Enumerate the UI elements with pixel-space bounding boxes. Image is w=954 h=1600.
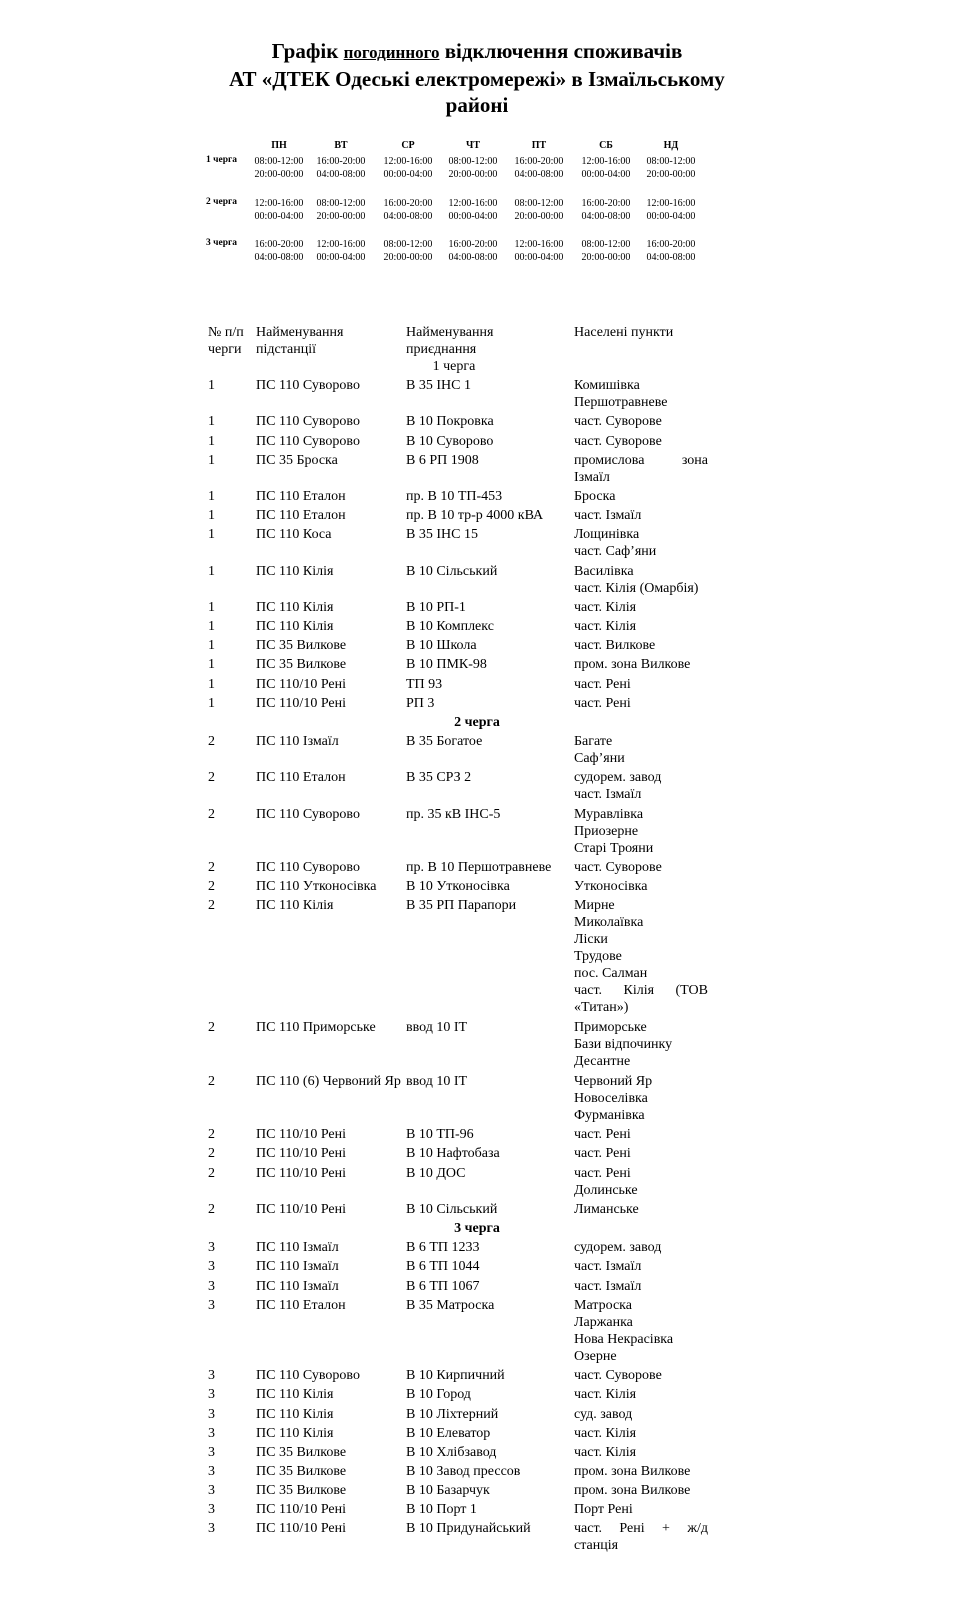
- settlements-cell: [574, 1482, 708, 1499]
- settlement-name: част. Ізмаїл: [574, 508, 642, 524]
- settlement-name: част. Рені: [574, 676, 631, 692]
- settlements-cell: [574, 1406, 708, 1423]
- connection-name: В 6 ТП 1067: [406, 1278, 480, 1294]
- substation-name: ПС 110/10 Рені: [256, 1165, 347, 1181]
- connection-name: пр. В 10 ТП-453: [406, 489, 503, 505]
- substation-name: ПС 110 Суворово: [256, 433, 360, 449]
- connection-name: В 6 ТП 1044: [406, 1259, 480, 1275]
- settlement-name: Лiски: [574, 932, 608, 948]
- settlement-name: Червоний Яр: [574, 1073, 653, 1089]
- connection-name: В 10 ТП-96: [406, 1127, 474, 1143]
- substation-name: ПС 35 Вилкове: [256, 657, 347, 673]
- connection-name: ввод 10 IT: [406, 1073, 468, 1089]
- time-range: 12:00-16:00: [254, 198, 304, 209]
- time-range: 00:00-04:00: [646, 211, 696, 222]
- settlements-cell: [574, 806, 708, 857]
- queue-number: 2: [208, 1127, 215, 1143]
- settlement-name: част. Кілія: [574, 1425, 637, 1441]
- settlement-name: Ізмаїл: [574, 469, 610, 485]
- queue-number: 1: [208, 489, 215, 505]
- substation-name: ПС 35 Вилкове: [256, 638, 347, 654]
- queue-number: 1: [208, 414, 215, 430]
- connection-name: пр. 35 кВ ІНС-5: [406, 806, 501, 822]
- time-range: 12:00-16:00: [581, 156, 631, 167]
- substation-name: ПС 110 Кілія: [256, 898, 334, 914]
- settlement-name: Матроска: [574, 1297, 632, 1313]
- queue-number: 2: [208, 770, 215, 786]
- settlements-cell: [574, 452, 708, 486]
- settlement-name: Василівка: [574, 563, 634, 579]
- time-range: 04:00-08:00: [646, 252, 696, 263]
- queue-number: 1: [208, 676, 215, 692]
- queue-number: 1: [208, 657, 215, 673]
- connection-name: В 10 ПМК-98: [406, 657, 487, 673]
- substation-name: ПС 110 Кілія: [256, 599, 334, 615]
- settlement-name: част. Кілія: [574, 1444, 637, 1460]
- settlement-name: Лощинівка: [574, 527, 640, 543]
- time-range: 04:00-08:00: [383, 211, 433, 222]
- settlement-name: част. Ізмаїл: [574, 1259, 642, 1275]
- queue-number: 3: [208, 1259, 215, 1275]
- queue-label: 2 черга: [206, 197, 238, 207]
- queue-number: 3: [208, 1406, 215, 1422]
- settlement-name: Багате: [574, 734, 613, 749]
- queue-section-label: 3 черга: [454, 1221, 500, 1237]
- substation-name: ПС 110 Еталон: [256, 489, 346, 505]
- settlements-cell: [574, 1297, 708, 1365]
- settlement-name: пром. зона Вилкове: [574, 1483, 691, 1499]
- queue-number: 3: [208, 1464, 215, 1479]
- substation-name: ПС 110 Кілія: [256, 563, 334, 579]
- queue-number: 1: [208, 433, 215, 449]
- substation-name: ПС 110 Ізмаїл: [256, 734, 339, 749]
- connection-name: В 6 ТП 1233: [406, 1240, 480, 1256]
- settlements-cell: [574, 897, 708, 1016]
- settlement-name: част. Вилкове: [574, 638, 656, 654]
- connection-name: В 10 ДОС: [406, 1165, 466, 1181]
- settlement-name: судорем. завод: [574, 1240, 662, 1256]
- queue-number: 1: [208, 378, 215, 394]
- time-range: 04:00-08:00: [316, 169, 366, 180]
- settlement-name: станція: [574, 1538, 619, 1554]
- settlements-cell: [574, 1278, 708, 1295]
- time-range: 00:00-04:00: [581, 169, 631, 180]
- time-range: 20:00-00:00: [383, 252, 433, 263]
- time-range: 00:00-04:00: [254, 211, 304, 222]
- queue-number: 3: [208, 1297, 215, 1313]
- time-range: 20:00-00:00: [254, 169, 304, 180]
- settlements-cell: [574, 1126, 708, 1143]
- time-range: 20:00-00:00: [448, 169, 498, 180]
- substation-name: ПС 110/10 Рені: [256, 695, 347, 711]
- settlement-name: «Титан»): [574, 1000, 629, 1016]
- settlement-name: част. Рені: [574, 695, 631, 711]
- settlement-name: Лиманське: [574, 1201, 639, 1217]
- queue-number: 3: [208, 1368, 215, 1384]
- settlement-name: Порт Рені: [574, 1502, 633, 1518]
- substation-name: ПС 110 Суворово: [256, 860, 360, 876]
- settlements-cell: [574, 695, 708, 712]
- settlements-cell: [574, 1073, 708, 1124]
- settlements-cell: [574, 1201, 708, 1218]
- connection-name: В 10 Хлібзавод: [406, 1444, 497, 1460]
- time-range: 08:00-12:00: [514, 198, 564, 209]
- connection-name: В 35 Богатое: [406, 734, 483, 749]
- connection-name: пр. В 10 тр-р 4000 кВА: [406, 508, 544, 524]
- connection-name: В 10 Школа: [406, 638, 477, 654]
- settlement-name: Старі Трояни: [574, 840, 654, 856]
- connection-name: В 10 Город: [406, 1387, 471, 1403]
- connection-name: В 10 РП-1: [406, 599, 466, 615]
- settlements-cell: [574, 599, 708, 616]
- connection-name: В 6 РП 1908: [406, 452, 479, 468]
- settlement-name: Утконосівка: [574, 879, 648, 895]
- connection-name: В 10 Кирпичний: [406, 1368, 505, 1384]
- settlements-cell: [574, 433, 708, 450]
- time-range: 04:00-08:00: [514, 169, 564, 180]
- substation-name: ПС 35 Броска: [256, 452, 338, 468]
- substation-name: ПС 110/10 Рені: [256, 1146, 347, 1162]
- settlements-cell: [574, 1367, 708, 1384]
- settlement-name: Першотравневе: [574, 395, 668, 411]
- connection-name: В 10 Ліхтерний: [406, 1406, 499, 1422]
- substation-name: ПС 110/10 Рені: [256, 1502, 347, 1518]
- header-settlements: Населені пункти: [574, 325, 674, 340]
- settlement-name: Саф’яни: [574, 751, 625, 766]
- time-range: 12:00-16:00: [514, 239, 564, 250]
- settlement-name: Долинське: [574, 1182, 638, 1198]
- settlements-cell: [574, 1444, 708, 1461]
- settlement-name: част. Саф’яни: [574, 544, 657, 560]
- settlement-name: Десантне: [574, 1054, 631, 1070]
- queue-number: 3: [208, 1521, 215, 1537]
- settlements-cell: [574, 1019, 708, 1070]
- connection-name: ТП 93: [406, 676, 443, 692]
- connection-name: В 35 РП Парапори: [406, 898, 517, 914]
- settlement-name: Ларжанка: [574, 1314, 633, 1330]
- day-header: СБ: [599, 140, 613, 151]
- settlement-name: Броска: [574, 489, 616, 505]
- substation-name: ПС 110 Кілія: [256, 619, 334, 635]
- substation-name: ПС 35 Вилкове: [256, 1483, 347, 1499]
- substation-name: ПС 110 (6) Червоний Яр: [256, 1073, 401, 1089]
- substation-name: ПС 110/10 Рені: [256, 1521, 347, 1537]
- time-range: 20:00-00:00: [316, 211, 366, 222]
- queue-number: 2: [208, 860, 215, 876]
- queue-number: 2: [208, 1146, 215, 1162]
- queue-section-label: 1 черга: [432, 359, 476, 374]
- substation-name: ПС 110 Суворово: [256, 1368, 360, 1384]
- substation-name: ПС 110/10 Рені: [256, 1127, 347, 1143]
- queue-number: 3: [208, 1444, 215, 1460]
- queue-number: 2: [208, 1165, 215, 1181]
- settlement-name: суд. завод: [574, 1406, 633, 1422]
- settlements-cell: [574, 878, 708, 895]
- settlement-name: Мирне: [574, 898, 615, 914]
- time-range: 12:00-16:00: [448, 198, 498, 209]
- time-range: 04:00-08:00: [254, 252, 304, 263]
- connection-name: В 10 Базарчук: [406, 1483, 490, 1499]
- settlement-name: судорем. завод: [574, 770, 662, 786]
- settlement-name: Приозерне: [574, 823, 639, 839]
- settlement-name: част. Суворове: [574, 1368, 662, 1384]
- settlements-cell: [574, 733, 708, 767]
- substation-name: ПС 110 Суворово: [256, 806, 360, 822]
- queue-number: 1: [208, 508, 215, 524]
- queue-number: 1: [208, 452, 215, 468]
- time-range: 12:00-16:00: [646, 198, 696, 209]
- queue-number: 2: [208, 1073, 215, 1089]
- settlement-name: част. Ізмаїл: [574, 1278, 642, 1294]
- time-range: 20:00-00:00: [581, 252, 631, 263]
- substation-name: ПС 110 Приморське: [256, 1020, 376, 1036]
- time-range: 08:00-12:00: [254, 156, 304, 167]
- time-range: 08:00-12:00: [646, 156, 696, 167]
- time-range: 04:00-08:00: [448, 252, 498, 263]
- day-header: ВТ: [334, 140, 348, 151]
- settlement-name: пром. зона Вилкове: [574, 1464, 691, 1479]
- day-header: ЧТ: [465, 140, 480, 151]
- settlement-name: пос. Салман: [574, 966, 648, 982]
- settlements-cell: [574, 637, 708, 654]
- time-range: 00:00-04:00: [448, 211, 498, 222]
- day-header: СР: [401, 140, 415, 151]
- settlement-name: част. Рені + ж/д: [574, 1521, 708, 1537]
- connection-name: В 10 Утконосівка: [406, 879, 510, 895]
- time-range: 16:00-20:00: [514, 156, 564, 167]
- day-header: НД: [663, 140, 679, 151]
- time-range: 08:00-12:00: [581, 239, 631, 250]
- connection-name: В 10 Сільський: [406, 563, 498, 579]
- substation-name: ПС 110 Суворово: [256, 414, 360, 430]
- time-range: 16:00-20:00: [383, 198, 433, 209]
- title-part: відключення споживачів: [439, 39, 683, 63]
- queue-number: 1: [208, 638, 215, 654]
- settlements-cell: [574, 1165, 708, 1199]
- time-range: 16:00-20:00: [254, 239, 304, 250]
- settlement-name: Бази відпочинку: [574, 1037, 673, 1053]
- settlements-cell: [574, 563, 708, 597]
- queue-number: 2: [208, 879, 215, 895]
- connection-name: В 35 СРЗ 2: [406, 770, 472, 786]
- time-range: 16:00-20:00: [646, 239, 696, 250]
- connection-name: В 10 Сільський: [406, 1201, 498, 1217]
- time-range: 16:00-20:00: [316, 156, 366, 167]
- substation-name: ПС 110 Коса: [256, 527, 332, 543]
- settlements-cell: [574, 1239, 708, 1256]
- title-underlined: погодинного: [343, 43, 440, 62]
- queue-number: 1: [208, 527, 215, 543]
- connection-name: В 10 Порт 1: [406, 1502, 477, 1518]
- substation-name: ПС 110 Кілія: [256, 1387, 334, 1403]
- settlements-cell: [574, 676, 708, 693]
- substation-name: ПС 35 Вилкове: [256, 1464, 347, 1479]
- settlement-name: Фурманівка: [574, 1107, 645, 1123]
- substation-name: ПС 110 Еталон: [256, 1297, 346, 1313]
- header-connection: Найменування приєднання: [406, 325, 494, 357]
- substation-name: ПС 35 Вилкове: [256, 1444, 347, 1460]
- settlements-cell: [574, 1463, 708, 1480]
- connection-name: В 10 Придунайський: [406, 1521, 531, 1537]
- settlement-name: Приморське: [574, 1020, 647, 1036]
- header-substation: Найменування підстанції: [256, 325, 344, 357]
- queue-number: 3: [208, 1502, 215, 1518]
- substation-name: ПС 110 Утконосівка: [256, 879, 377, 895]
- settlement-name: част. Кілія (Омарбія): [574, 580, 699, 596]
- substation-name: ПС 110 Суворово: [256, 378, 360, 394]
- settlement-name: пром. зона Вилкове: [574, 657, 691, 673]
- substation-name: ПС 110 Еталон: [256, 508, 346, 524]
- settlements-cell: [574, 1386, 708, 1403]
- settlement-name: Миколаївка: [574, 915, 644, 931]
- settlements-cell: [574, 1520, 708, 1554]
- settlements-cell: [574, 1501, 708, 1518]
- settlements-cell: [574, 507, 708, 524]
- settlement-name: част. Кілія: [574, 599, 637, 615]
- substation-name: ПС 110 Кілія: [256, 1406, 334, 1422]
- queue-number: 2: [208, 1020, 215, 1036]
- settlements-cell: [574, 859, 708, 876]
- settlements-cell: [574, 488, 708, 505]
- settlement-name: Озерне: [574, 1348, 617, 1364]
- settlement-name: Нова Некрасівка: [574, 1331, 674, 1347]
- title-line-3: районі: [445, 93, 509, 117]
- queue-number: 2: [208, 734, 215, 749]
- connection-name: РП 3: [406, 695, 435, 711]
- queue-number: 2: [208, 806, 215, 822]
- time-range: 12:00-16:00: [383, 156, 433, 167]
- settlement-name: част. Суворове: [574, 860, 662, 876]
- settlement-name: част. Кілія: [574, 619, 637, 635]
- queue-label: 3 черга: [206, 238, 238, 248]
- settlement-name: част. Рені: [574, 1127, 631, 1143]
- connection-name: В 10 Покровка: [406, 414, 494, 430]
- settlement-name: част. Рені: [574, 1146, 631, 1162]
- settlement-name: част. Суворове: [574, 433, 662, 449]
- queue-number: 2: [208, 1201, 215, 1217]
- connection-name: ввод 10 IT: [406, 1020, 468, 1036]
- connection-name: пр. В 10 Першотравневе: [406, 860, 552, 876]
- time-range: 16:00-20:00: [581, 198, 631, 209]
- settlement-name: Муравлівка: [574, 806, 644, 822]
- queue-number: 3: [208, 1278, 215, 1294]
- substation-name: ПС 110 Ізмаїл: [256, 1278, 339, 1294]
- header-queue-number: № п/п черги: [208, 325, 244, 357]
- time-range: 12:00-16:00: [316, 239, 366, 250]
- settlements-cell: [574, 377, 708, 411]
- settlement-name: част. Суворове: [574, 414, 662, 430]
- time-range: 08:00-12:00: [383, 239, 433, 250]
- settlement-name: част. Кілія: [574, 1387, 637, 1403]
- settlements-cell: [574, 413, 708, 430]
- settlements-cell: [574, 656, 708, 673]
- settlement-name: промислова зона: [574, 452, 708, 468]
- queue-number: 3: [208, 1483, 215, 1499]
- connection-name: В 35 ІНС 1: [406, 378, 471, 394]
- settlements-cell: [574, 1145, 708, 1162]
- queue-label: 1 черга: [206, 155, 238, 165]
- substation-name: ПС 110/10 Рені: [256, 676, 347, 692]
- settlements-cell: [574, 618, 708, 635]
- substation-name: ПС 110 Ізмаїл: [256, 1240, 339, 1256]
- connection-name: В 10 Суворово: [406, 433, 494, 449]
- time-range: 00:00-04:00: [316, 252, 366, 263]
- settlements-cell: [574, 1258, 708, 1275]
- settlements-cell: [574, 769, 708, 803]
- connection-name: В 35 ІНС 15: [406, 527, 478, 543]
- settlement-name: част. Рені: [574, 1165, 631, 1181]
- time-range: 08:00-12:00: [448, 156, 498, 167]
- queue-number: 1: [208, 695, 215, 711]
- time-range: 04:00-08:00: [581, 211, 631, 222]
- queue-number: 2: [208, 898, 215, 914]
- time-range: 00:00-04:00: [514, 252, 564, 263]
- settlement-name: част. Кілія (ТОВ: [574, 983, 708, 999]
- connection-name: В 10 Комплекс: [406, 619, 494, 635]
- queue-number: 1: [208, 563, 215, 579]
- day-header: ПТ: [531, 140, 547, 151]
- time-range: 20:00-00:00: [514, 211, 564, 222]
- time-range: 20:00-00:00: [646, 169, 696, 180]
- day-header: ПН: [271, 140, 287, 151]
- substation-name: ПС 110 Еталон: [256, 770, 346, 786]
- substation-name: ПС 110 Кілія: [256, 1425, 334, 1441]
- connection-name: В 35 Матроска: [406, 1297, 495, 1313]
- queue-number: 3: [208, 1387, 215, 1403]
- substation-name: ПС 110 Ізмаїл: [256, 1259, 339, 1275]
- settlement-name: Новоселівка: [574, 1090, 648, 1106]
- queue-number: 1: [208, 599, 215, 615]
- title-part: Графік: [271, 39, 344, 63]
- substation-name: ПС 110/10 Рені: [256, 1201, 347, 1217]
- queue-section-label: 2 черга: [454, 714, 500, 730]
- settlements-cell: [574, 1425, 708, 1442]
- time-range: 00:00-04:00: [383, 169, 433, 180]
- settlements-cell: [574, 526, 708, 560]
- queue-number: 1: [208, 619, 215, 635]
- settlement-name: Комишівка: [574, 378, 640, 394]
- connection-name: В 10 Завод прессов: [406, 1464, 521, 1479]
- queue-number: 3: [208, 1425, 215, 1441]
- time-range: 08:00-12:00: [316, 198, 366, 209]
- time-range: 16:00-20:00: [448, 239, 498, 250]
- connection-name: В 10 Нафтобаза: [406, 1146, 500, 1162]
- queue-number: 3: [208, 1240, 215, 1256]
- title-line-2: АТ «ДТЕК Одеські електромережі» в Ізмаїльському: [229, 67, 725, 91]
- settlement-name: част. Ізмаїл: [574, 787, 642, 803]
- settlement-name: Трудове: [574, 949, 622, 965]
- connection-name: В 10 Елеватор: [406, 1425, 491, 1441]
